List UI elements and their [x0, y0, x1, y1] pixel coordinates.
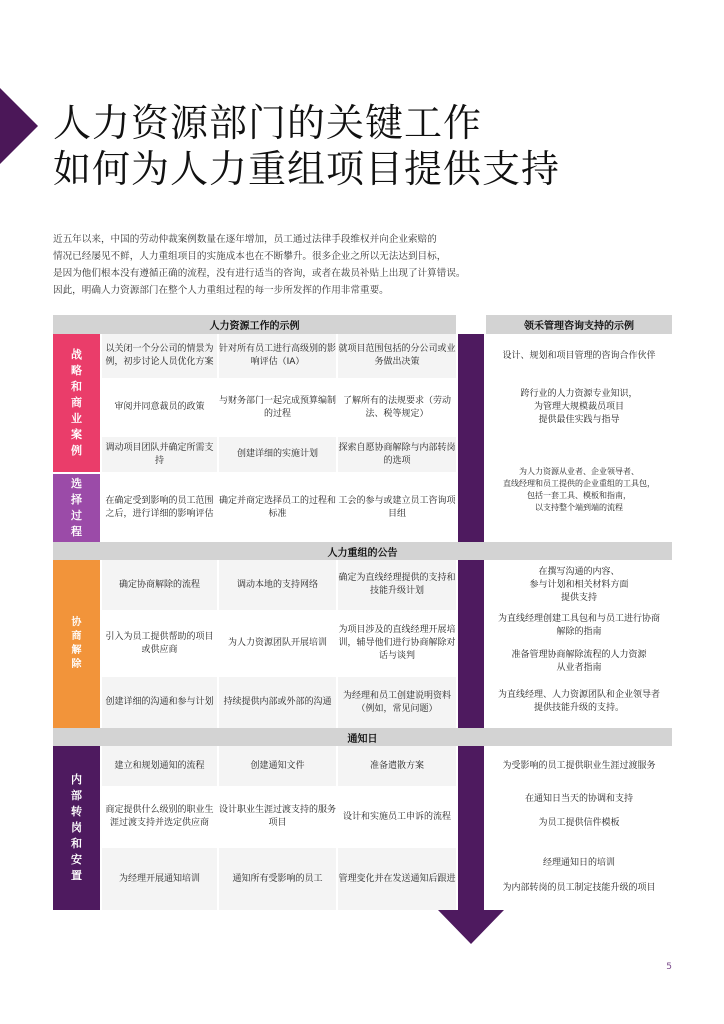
table-cell: 通知所有受影响的员工	[219, 848, 336, 910]
consulting-cell: 设计、规划和项目管理的咨询合作伙伴	[502, 350, 656, 361]
table-cell: 创建详细的实施计划	[219, 437, 336, 472]
table-cell: 审阅并同意裁员的政策	[102, 380, 217, 435]
table-cell: 探索自愿协商解除与内部转岗的选项	[338, 437, 456, 472]
table-cell: 为人力资源团队开展培训	[219, 612, 336, 675]
page-number: 5	[666, 962, 672, 972]
purple-column	[458, 746, 484, 910]
purple-column	[458, 334, 484, 542]
consulting-cell: 跨行业的人力资源专业知识， 为管理大规模裁员项目 提供最佳实践与指导	[520, 389, 638, 425]
table-cell: 确定并商定选择员工的过程和标准	[219, 474, 336, 542]
consulting-cell: 为内部转岗的员工制定技能升级的项目	[502, 882, 656, 893]
table-cell: 针对所有员工进行高级别的影响评估（IA）	[219, 334, 336, 378]
page-title	[53, 100, 560, 192]
table-cell: 为项目涉及的直线经理开展培训，辅导他们进行协商解除对话与谈判	[338, 612, 456, 675]
table-cell: 准备遣散方案	[338, 746, 456, 786]
consulting-cell: 准备管理协商解除流程的人力资源 从业者指南	[511, 650, 647, 673]
table-cell: 就项目范围包括的分公司或业务做出决策	[338, 334, 456, 378]
consulting-cell: 为直线经理、人力资源团队和企业领导者 提供技能升级的支持。	[497, 690, 660, 713]
table-cell: 与财务部门一起完成预算编制的过程	[219, 380, 336, 435]
section-announcement: 人力重组的公告	[53, 542, 672, 560]
consulting-cell: 在撰写沟通的内容、 参与计划和相关材料方面 提供支持	[529, 566, 629, 603]
table-cell: 以关闭一个分公司的情景为例，初步讨论人员优化方案	[102, 334, 217, 378]
down-arrow-icon	[438, 910, 504, 944]
category-strategy: 战略和商业案例	[53, 334, 100, 472]
category-consultation: 协商解除	[53, 560, 100, 728]
table-cell: 了解所有的法规要求（劳动法、税等规定）	[338, 380, 456, 435]
title-line-2: 如何为人力重组项目提供支持	[53, 147, 561, 191]
table-cell: 设计和实施员工申诉的流程	[338, 788, 456, 846]
table-cell: 创建通知文件	[219, 746, 336, 786]
table-cell: 设计职业生涯过渡支持的服务项目	[219, 788, 336, 846]
intro-line: 因此，明确人力资源部门在整个人力重组过程的每一步所发挥的作用非常重要。	[53, 285, 389, 296]
table-cell: 调动项目团队并确定所需支持	[102, 437, 217, 472]
intro-paragraph	[53, 231, 673, 299]
table-cell: 为经理和员工创建说明资料（例如，常见问题）	[338, 677, 456, 728]
consulting-cell: 为员工提供信件模板	[538, 817, 620, 828]
consulting-cell: 在通知日当天的协调和支持	[524, 793, 633, 804]
table-cell: 在确定受到影响的员工范围之后，进行详细的影响评估	[102, 474, 217, 542]
purple-column	[458, 560, 484, 728]
consulting-examples-header: 领禾管理咨询支持的示例	[486, 315, 672, 334]
section-notice-day: 通知日	[53, 728, 672, 746]
table-cell: 确定为直线经理提供的支持和技能升级计划	[338, 560, 456, 610]
intro-line: 近五年以来，中国的劳动仲裁案例数量在逐年增加，员工通过法律手段维权并向企业索赔的	[53, 234, 437, 245]
intro-line: 是因为他们根本没有遵循正确的流程，没有进行适当的咨询，或者在裁员补贴上出现了计算错误。	[53, 268, 466, 279]
category-selection: 选择过程	[53, 474, 100, 542]
corner-triangle-icon	[0, 88, 38, 164]
table-cell: 工会的参与或建立员工咨询项目组	[338, 474, 456, 542]
consulting-cell: 为人力资源从业者、企业领导者、 直线经理和员工提供的企业重组的工具包， 包括一套工具、模板和指南， 以支持整个端到端的流程	[503, 467, 655, 512]
intro-line: 情况已经屡见不鲜，人力重组项目的实施成本也在不断攀升。很多企业之所以无法达到目标，	[53, 251, 447, 262]
title-line-1: 人力资源部门的关键工作	[53, 101, 483, 145]
table-cell: 建立和规划通知的流程	[102, 746, 217, 786]
table-cell: 商定提供什么级别的职业生涯过渡支持并选定供应商	[102, 788, 217, 846]
table-cell: 管理变化并在发送通知后跟进	[338, 848, 456, 910]
table-cell: 为经理开展通知培训	[102, 848, 217, 910]
table-cell: 调动本地的支持网络	[219, 560, 336, 610]
category-redeploy: 内部转岗和安置	[53, 746, 100, 910]
table-cell: 持续提供内部或外部的沟通	[219, 677, 336, 728]
table-cell: 引入为员工提供帮助的项目或供应商	[102, 612, 217, 675]
consulting-cell: 经理通知日的培训	[542, 857, 615, 868]
table-cell: 创建详细的沟通和参与计划	[102, 677, 217, 728]
table-cell: 确定协商解除的流程	[102, 560, 217, 610]
consulting-cell: 为直线经理创建工具包和与员工进行协商 解除的指南	[497, 614, 660, 637]
consulting-cell: 为受影响的员工提供职业生涯过渡服务	[502, 760, 656, 771]
hr-examples-header: 人力资源工作的示例	[53, 315, 456, 334]
